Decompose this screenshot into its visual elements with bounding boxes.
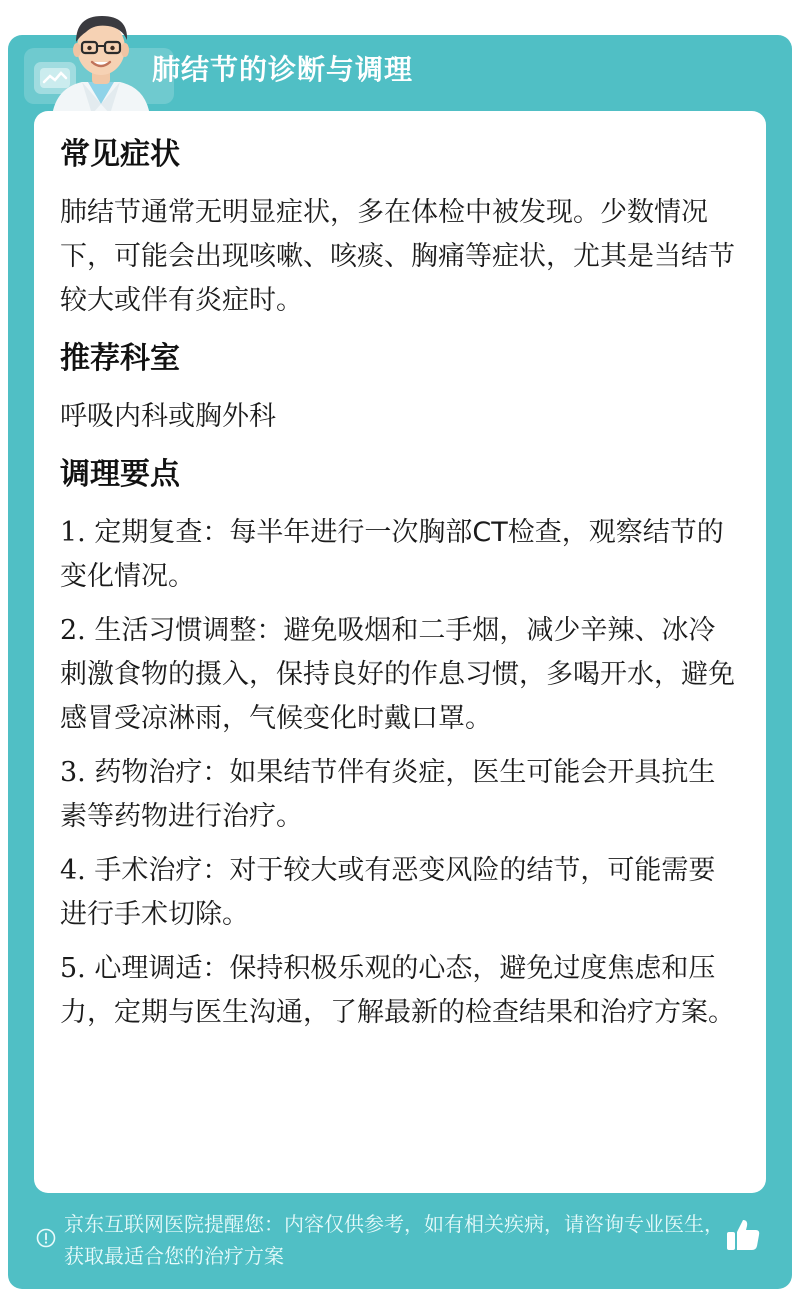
list-item-number: 1. — [60, 517, 86, 548]
list-item-text: 药物治疗：如果结节伴有炎症，医生可能会开具抗生素等药物进行治疗。 — [60, 757, 716, 832]
list-item-number: 3. — [60, 757, 86, 788]
thumbs-up-icon[interactable] — [724, 1216, 762, 1254]
content-card — [34, 111, 766, 1193]
doctor-avatar — [42, 4, 160, 116]
list-item-text: 手术治疗：对于较大或有恶变风险的结节，可能需要进行手术切除。 — [60, 855, 716, 930]
info-circle-icon — [36, 1228, 56, 1248]
list-item-number: 5. — [60, 953, 86, 984]
list-item-number: 4. — [60, 855, 86, 886]
department-heading: 推荐科室 — [60, 341, 180, 376]
list-item-text: 生活习惯调整：避免吸烟和二手烟，减少辛辣、冰冷刺激食物的摄入，保持良好的作息习惯，多喝开水，避免感冒受凉淋雨，气候变化时戴口罩。 — [60, 615, 735, 734]
disclaimer-text: 京东互联网医院提醒您：内容仅供参考，如有相关疾病，请咨询专业医生，获取最适合您的治疗方案 — [64, 1212, 724, 1268]
symptoms-text: 肺结节通常无明显症状，多在体检中被发现。少数情况下，可能会出现咳嗽、咳痰、胸痛等症状，尤其是当结节较大或伴有炎症时。 — [60, 197, 735, 316]
list-item — [60, 511, 740, 599]
list-item — [60, 609, 740, 741]
list-item — [60, 751, 740, 839]
list-item-text: 定期复查：每半年进行一次胸部CT检查，观察结节的变化情况。 — [60, 517, 724, 592]
department-text: 呼吸内科或胸外科 — [60, 401, 276, 432]
list-item-number: 2. — [60, 615, 86, 646]
list-item — [60, 947, 740, 1035]
list-item-text: 心理调适：保持积极乐观的心态，避免过度焦虑和压力，定期与医生沟通，了解最新的检查结果和治疗方案。 — [60, 953, 735, 1028]
care-heading: 调理要点 — [60, 457, 180, 492]
symptoms-heading: 常见症状 — [60, 137, 180, 172]
page-title: 肺结节的诊断与调理 — [152, 53, 414, 86]
list-item — [60, 849, 740, 937]
